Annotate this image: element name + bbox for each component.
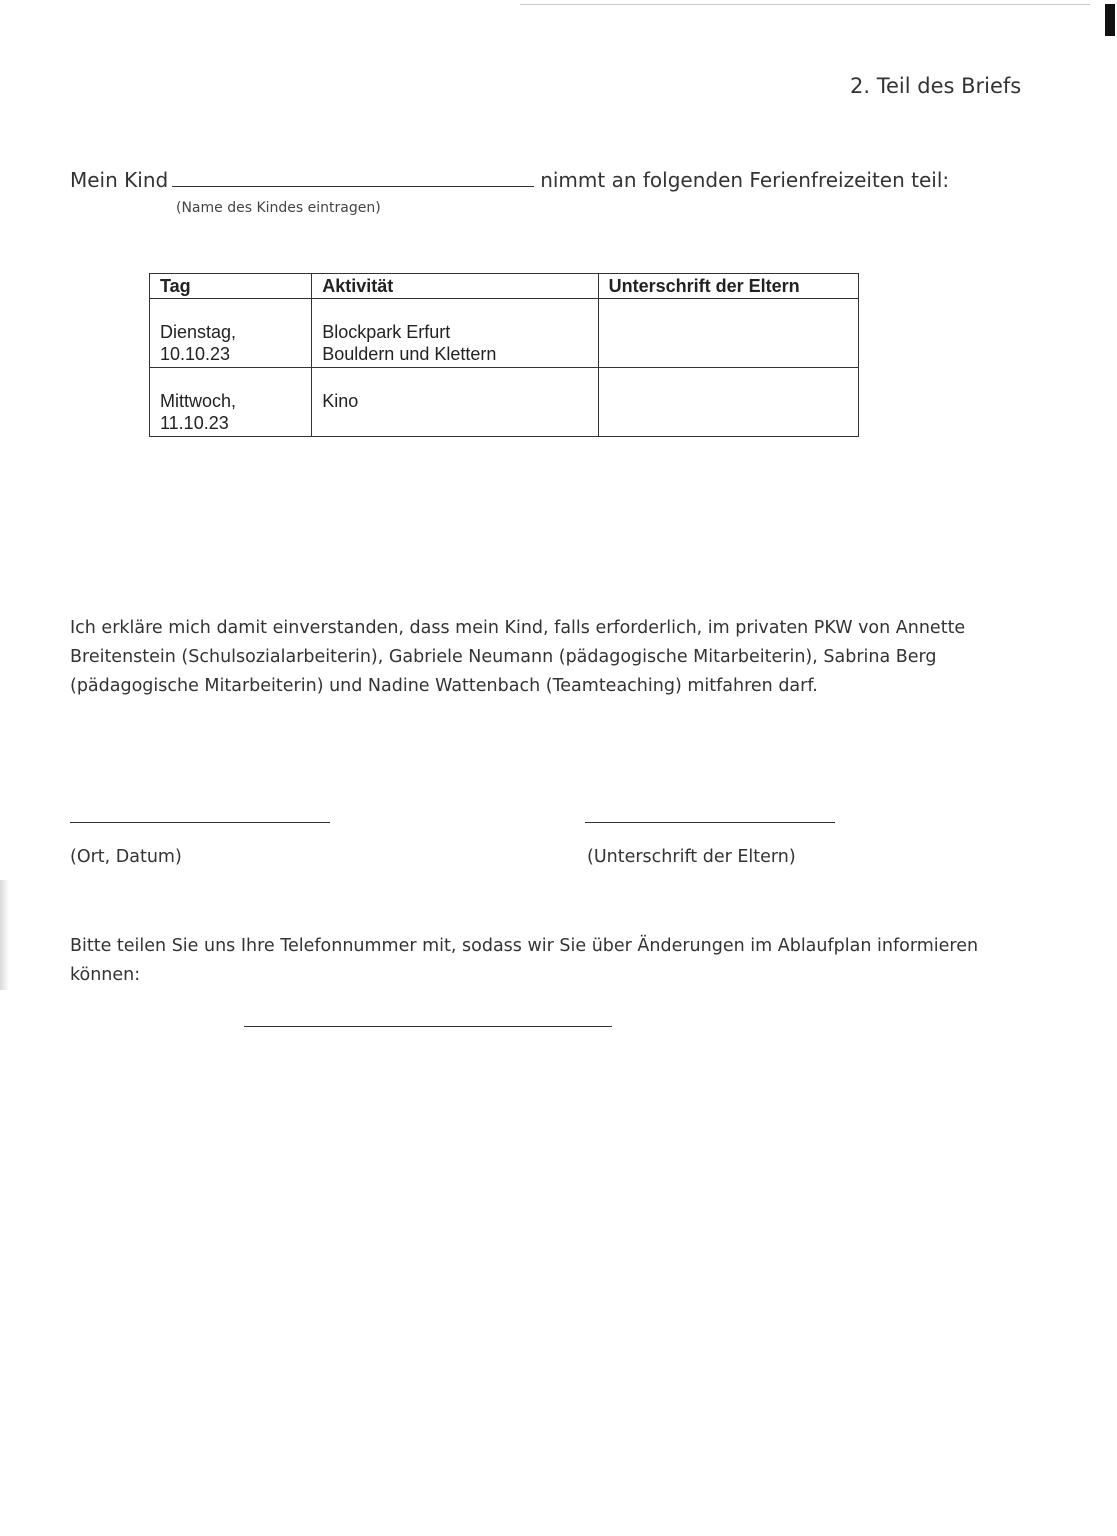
child-name-hint: (Name des Kindes eintragen) (176, 200, 381, 216)
child-line-suffix: nimmt an folgenden Ferienfreizeiten teil: (540, 168, 950, 192)
activity-table (149, 273, 859, 437)
table-header-row (150, 274, 859, 299)
scan-corner-mark (1105, 4, 1115, 36)
cell-activity (312, 299, 598, 368)
child-line-prefix: Mein Kind (70, 168, 169, 192)
header-tag: Tag (150, 274, 312, 299)
scan-shadow (0, 880, 9, 990)
cell-activity (312, 368, 598, 437)
header-parent-signature: Unterschrift der Eltern (598, 274, 858, 299)
cell-day (150, 299, 312, 368)
child-name-line (70, 168, 949, 192)
place-date-caption: (Ort, Datum) (70, 847, 182, 867)
parent-signature-line[interactable] (585, 822, 835, 823)
scan-edge-line (520, 4, 1090, 5)
cell-signature[interactable] (598, 299, 858, 368)
cell-day (150, 368, 312, 437)
place-date-line[interactable] (70, 822, 330, 823)
table-row (150, 299, 859, 368)
cell-activity-text: Kino (322, 391, 359, 411)
cell-day-text: Mittwoch, 11.10.23 (160, 391, 237, 433)
phone-number-line[interactable] (244, 1026, 612, 1027)
parent-signature-caption: (Unterschrift der Eltern) (587, 847, 796, 867)
consent-paragraph: Ich erkläre mich damit einverstanden, dass mein Kind, falls erforderlich, im privaten PKW von Annette Breitenstein (Schulsozialarbeiterin), Gabriele Neumann (pädagogische Mitarbeiterin), Sabrina Berg (pädagogische Mitarbeiterin) und Nadine Wattenbach (Teamteaching) mitfahren darf. (70, 618, 966, 696)
cell-signature[interactable] (598, 368, 858, 437)
cell-day-text: Dienstag, 10.10.23 (160, 322, 237, 364)
phone-request-paragraph: Bitte teilen Sie uns Ihre Telefonnummer mit, sodass wir Sie über Änderungen im Ablaufplan informieren können: (70, 936, 979, 985)
table-row (150, 368, 859, 437)
cell-activity-text: Blockpark Erfurt Bouldern und Klettern (322, 322, 497, 364)
child-name-blank[interactable] (172, 168, 534, 187)
header-activity: Aktivität (312, 274, 598, 299)
part-label: 2. Teil des Briefs (850, 74, 1022, 98)
